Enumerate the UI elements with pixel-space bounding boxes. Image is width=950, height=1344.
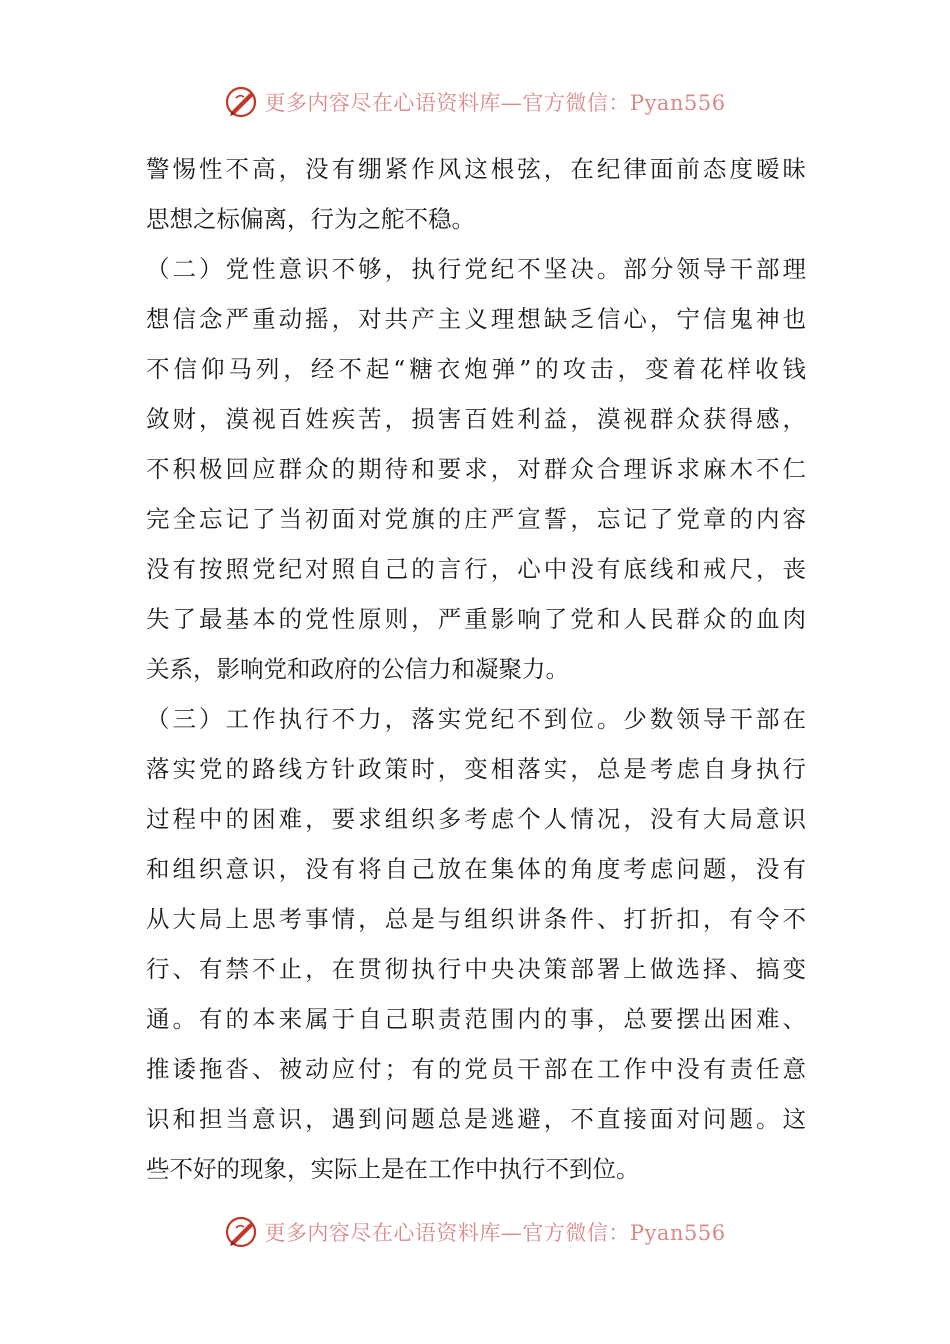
text-line: 失了最基本的党性原则，严重影响了党和人民群众的血肉: [146, 605, 806, 633]
text-line: 从大局上思考事情，总是与组织讲条件、打折扣，有令不: [146, 905, 806, 933]
text-line: 行、有禁不止，在贯彻执行中央决策部署上做选择、搞变: [146, 955, 806, 983]
text-line: 不积极回应群众的期待和要求，对群众合理诉求麻木不仁: [146, 455, 806, 483]
document-body: [146, 144, 806, 1194]
footer-banner-text: 更多内容尽在心语资料库—官方微信：Pyan556: [264, 1221, 726, 1245]
text-line: 和组织意识，没有将自己放在集体的角度考虑问题，没有: [146, 855, 806, 883]
text-line: 没有按照党纪对照自己的言行，心中没有底线和戒尺，丧: [146, 555, 806, 583]
text-line: 警惕性不高，没有绷紧作风这根弦，在纪律面前态度暧昧: [146, 155, 806, 183]
text-line: 思想之标偏离，行为之舵不稳。: [146, 205, 475, 233]
header-banner: [0, 78, 950, 126]
text-line: 过程中的困难，要求组织多考虑个人情况，没有大局意识: [146, 805, 806, 833]
text-line: （二）党性意识不够，执行党纪不坚决。部分领导干部理: [146, 255, 806, 283]
text-line: 不信仰马列，经不起“糖衣炮弹”的攻击，变着花样收钱: [146, 355, 806, 383]
footer-banner: [0, 1208, 950, 1256]
header-banner-text: 更多内容尽在心语资料库—官方微信：Pyan556: [264, 91, 726, 115]
pen-logo-icon: [224, 84, 260, 120]
text-line: 推诿拖沓、被动应付；有的党员干部在工作中没有责任意: [146, 1055, 806, 1083]
text-line: 关系，影响党和政府的公信力和凝聚力。: [146, 655, 569, 683]
pen-logo-icon: [224, 1214, 260, 1250]
text-line: 些不好的现象，实际上是在工作中执行不到位。: [146, 1155, 640, 1183]
text-line: 通。有的本来属于自己职责范围内的事，总要摆出困难、: [146, 1005, 806, 1033]
text-line: 想信念严重动摇，对共产主义理想缺乏信心，宁信鬼神也: [146, 305, 806, 333]
text-line: （三）工作执行不力，落实党纪不到位。少数领导干部在: [146, 705, 806, 733]
text-line: 落实党的路线方针政策时，变相落实，总是考虑自身执行: [146, 755, 806, 783]
text-line: 敛财，漠视百姓疾苦，损害百姓利益，漠视群众获得感，: [146, 405, 806, 433]
text-line: 完全忘记了当初面对党旗的庄严宣誓，忘记了党章的内容: [146, 505, 806, 533]
text-line: 识和担当意识，遇到问题总是逃避，不直接面对问题。这: [146, 1105, 806, 1133]
